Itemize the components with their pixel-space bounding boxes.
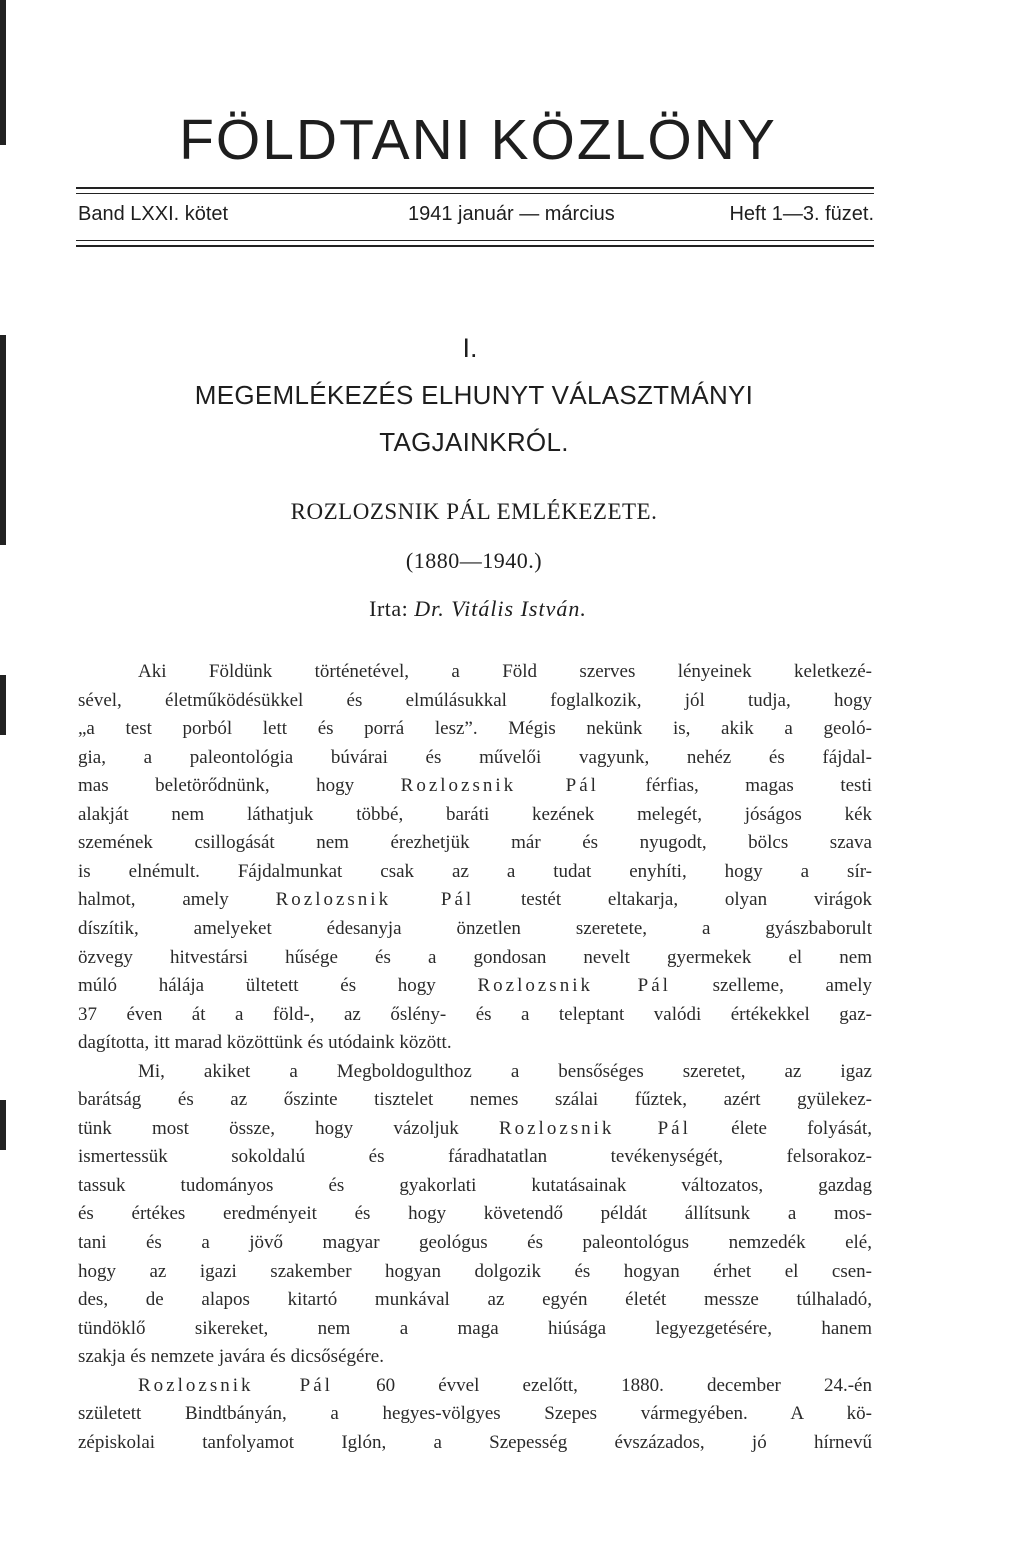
body-text-segment: 60 évvel ezelőtt, 1880. december 24.-én: [332, 1374, 872, 1396]
body-line: [78, 1200, 872, 1228]
body-line: [78, 1229, 872, 1257]
body-text-segment: szelleme, amely: [670, 975, 872, 997]
body-line: [78, 1429, 872, 1457]
body-text-segment: szakja és nemzete javára és dicsőségére.: [78, 1346, 384, 1368]
body-text-segment: Aki Földünk történetével, a Föld szerves lényeinek keletkezé-: [138, 661, 872, 682]
body-text-segment: 37 éven át a föld-, az őslény- és a teleptant valódi értékekkel gaz-: [78, 1003, 872, 1025]
body-text-segment: Mi, akiket a Megboldogulthoz a bensőséges szeretet, az igaz: [138, 1060, 872, 1082]
volume-label: Band LXXI. kötet: [78, 203, 229, 225]
body-text-segment: született Bindtbányán, a hegyes-völgyes Szepes vármegyében. A kö-: [78, 1403, 872, 1425]
body-line: [138, 1058, 872, 1086]
article-heading-line-2: TAGJAINKRÓL.: [379, 427, 569, 457]
masthead-rule-bottom: [76, 245, 874, 247]
body-text-segment: testét eltakarja, olyan virágok: [474, 889, 872, 911]
body-text-segment: tani és a jövő magyar geológus és paleontológus nemzedék elé,: [78, 1232, 872, 1253]
body-text-segment: dagította, itt marad közöttünk és utódaink között.: [78, 1032, 452, 1054]
body-text-segment: hogy az igazi szakember hogyan dolgozik és hogyan érhet el csen-: [78, 1260, 872, 1282]
body-text-segment: és értékes eredményeit és hogy követendő példát állítsunk a mos-: [78, 1203, 872, 1225]
spaced-name: Rozlozsnik Pál: [400, 775, 599, 797]
body-line: [78, 744, 872, 772]
section-number: I.: [462, 333, 478, 363]
body-line: [78, 1143, 872, 1171]
body-text-segment: tündöklő sikereket, nem a maga hiúsága legyezgetésére, hanem: [78, 1317, 872, 1339]
article-subheading: ROZLOZSNIK PÁL EMLÉKEZETE.: [290, 499, 658, 524]
body-line: [78, 886, 872, 914]
body-text-segment: tünk most össze, hogy vázoljuk: [78, 1117, 499, 1139]
body-line: [78, 1343, 872, 1371]
left-edge-mark-top: [0, 0, 6, 145]
body-line: [78, 1400, 872, 1428]
body-text-segment: élete folyását,: [690, 1117, 872, 1139]
left-edge-mark-lower: [0, 675, 6, 735]
body-line: [78, 801, 872, 829]
body-line: [78, 1029, 872, 1057]
body-line: [78, 715, 872, 743]
body-text-segment: halmot, amely: [78, 889, 276, 911]
body-text-segment: férfias, magas testi: [598, 775, 872, 797]
author-prefix: Irta:: [369, 596, 409, 621]
body-text-segment: is elnémult. Fájdalmunkat csak az a tudat enyhíti, hogy a sír-: [78, 860, 872, 882]
masthead-info-row: [78, 203, 874, 231]
body-text-segment: múló hálája ültetett és hogy: [78, 975, 478, 997]
author-byline: [0, 596, 956, 622]
left-edge-mark-bottom: [0, 1100, 6, 1150]
article-heading-line-1: MEGEMLÉKEZÉS ELHUNYT VÁLASZTMÁNYI: [194, 380, 754, 410]
spaced-name: Rozlozsnik Pál: [275, 889, 475, 911]
spaced-name: Rozlozsnik Pál: [138, 1374, 333, 1396]
issue-number: Heft 1—3. füzet.: [729, 203, 874, 225]
body-text-segment: barátság és az őszinte tisztelet nemes szálai fűztek, azért gyülekez-: [78, 1089, 872, 1111]
masthead-rule-top-thin: [76, 193, 874, 194]
body-text-segment: sével, életműködésükkel és elmúlásukkal foglalkozik, jól tudja, hogy: [78, 689, 872, 711]
body-line: [138, 1372, 872, 1400]
body-line: [78, 772, 872, 800]
body-text-segment: szemének csillogását nem érezhetjük már és nyugodt, bölcs szava: [78, 832, 872, 854]
body-text-segment: gia, a paleontológia búvárai és művelői vagyunk, nehéz és fájdal-: [78, 746, 872, 768]
body-text-segment: des, de alapos kitartó munkával az egyén életét messze túlhaladó,: [78, 1289, 872, 1311]
body-line: [78, 1258, 872, 1286]
body-line: [138, 658, 872, 686]
body-text-segment: özvegy hitvestársi hűsége és a gondosan nevelt gyermekek el nem: [78, 946, 872, 968]
masthead-rule-top: [76, 187, 874, 189]
body-line: [78, 1172, 872, 1200]
body-text-segment: alakját nem láthatjuk többé, baráti kezének melegét, jóságos kék: [78, 803, 872, 825]
masthead-rule-bottom-thin: [76, 240, 874, 241]
body-line: [78, 1286, 872, 1314]
spaced-name: Rozlozsnik Pál: [477, 975, 671, 997]
body-line: [78, 944, 872, 972]
body-line: [78, 915, 872, 943]
issue-date: 1941 január — március: [408, 203, 615, 225]
body-line: [78, 972, 872, 1000]
body-text-segment: „a test porból lett és porrá lesz”. Mégis nekünk is, akik a geoló-: [78, 718, 872, 740]
body-text-segment: mas beletörődnünk, hogy: [78, 775, 401, 797]
body-text-segment: tassuk tudományos és gyakorlati kutatásainak változatos, gazdag: [78, 1174, 872, 1196]
body-text-segment: ismertessük sokoldalú és fáradhatatlan tevékenységét, felsorakoz-: [78, 1146, 872, 1168]
journal-title: FÖLDTANI KÖZLÖNY: [179, 108, 777, 172]
body-line: [78, 1315, 872, 1343]
body-text-segment: zépiskolai tanfolyamot Iglón, a Szepesség évszázados, jó hírnevű: [78, 1431, 872, 1453]
body-line: [78, 829, 872, 857]
author-name: Dr. Vitális István.: [414, 596, 587, 621]
body-line: [78, 1115, 872, 1143]
body-line: [78, 1086, 872, 1114]
body-line: [78, 1001, 872, 1029]
body-text-segment: díszítik, amelyeket édesanyja önzetlen szeretete, a gyászbaborult: [78, 917, 872, 939]
body-line: [78, 858, 872, 886]
article-years: (1880—1940.): [405, 548, 543, 573]
spaced-name: Rozlozsnik Pál: [498, 1117, 691, 1139]
body-line: [78, 687, 872, 715]
